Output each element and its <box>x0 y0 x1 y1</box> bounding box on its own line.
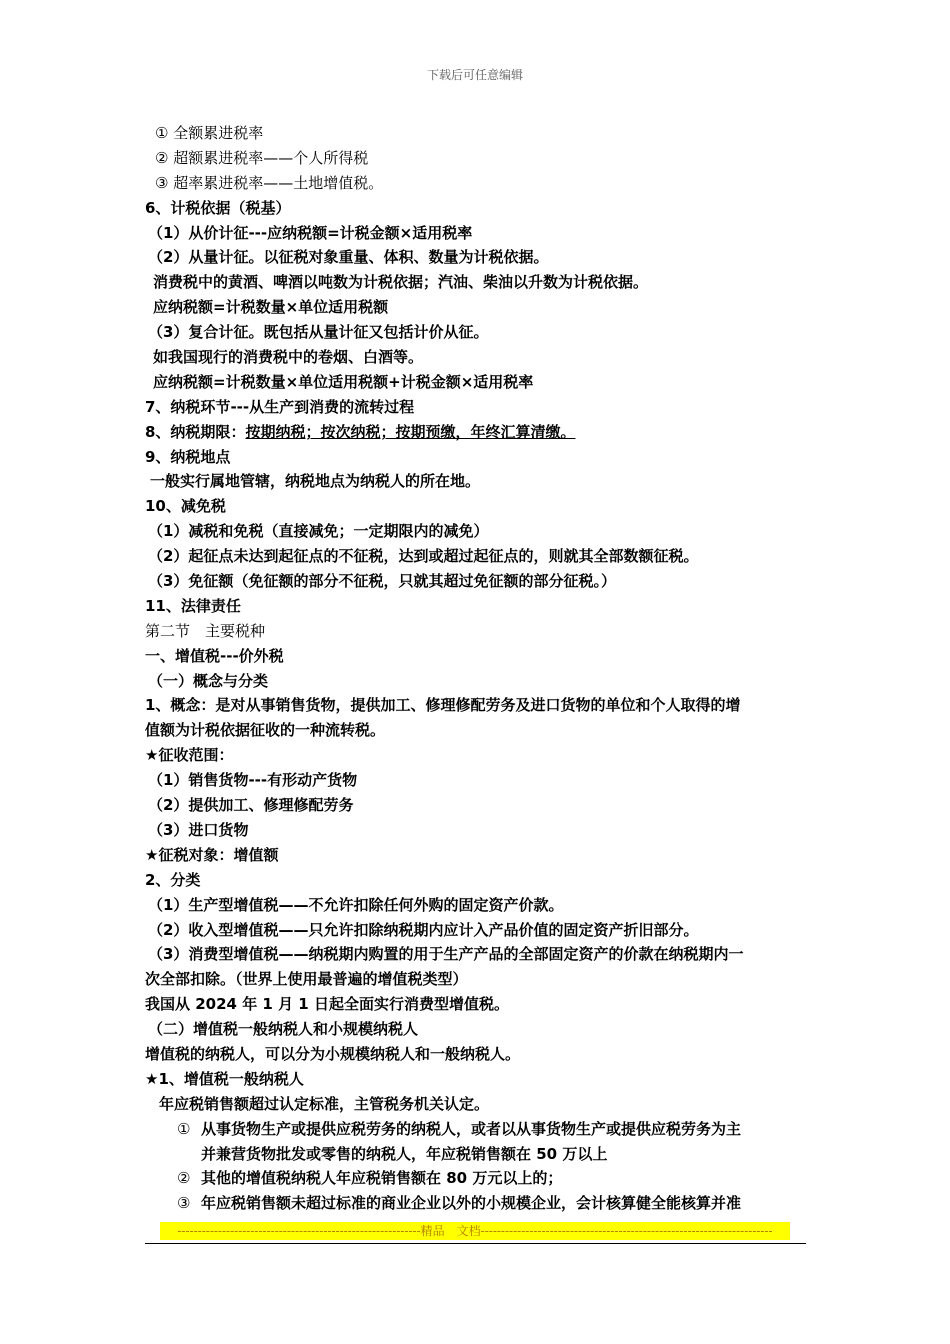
text-line: 值额为计税依据征收的一种流转税。 <box>145 721 386 740</box>
item-marker: ② <box>177 1169 191 1188</box>
text-line: 年应税销售额超过认定标准，主管税务机关认定。 <box>159 1094 490 1113</box>
text-line: （3）复合计征。既包括从量计征又包括计价从征。 <box>148 323 489 342</box>
numbered-item: ③ 年应税销售额未超过标准的商业企业以外的小规模企业，会计核算健全能核算并准 <box>145 1191 815 1216</box>
underlined-text: 按期纳税；按次纳税；按期预缴，年终汇算清缴。 <box>245 422 576 441</box>
numbered-item: ① 从事货物生产或提供应税劳务的纳税人，或者以从事货物生产或提供应税劳务为主 <box>145 1117 815 1142</box>
section-heading: 一、增值税---价外税 <box>145 646 284 665</box>
page-header: 下载后可任意编辑 <box>426 68 523 82</box>
text-line: （2）提供加工、修理修配劳务 <box>148 796 354 815</box>
text-line: 我国从 2024 年 1 月 1 日起全面实行消费型增值税。 <box>145 995 509 1014</box>
section-heading: 10、减免税 <box>145 497 226 516</box>
text-line: 次全部扣除。（世界上使用最普遍的增值税类型） <box>145 970 468 989</box>
numbered-item: ② 其他的增值税纳税人年应税销售额在 80 万元以上的； <box>145 1166 815 1191</box>
text-line: 消费税中的黄酒、啤酒以吨数为计税依据；汽油、柴油以升数为计税依据。 <box>153 273 649 292</box>
text-line: ★征税对象：增值额 <box>145 845 279 864</box>
text-line: （3）免征额（免征额的部分不征税，只就其超过免征额的部分征税。） <box>148 572 616 591</box>
text-line: ③ 超率累进税率——土地增值税。 <box>155 173 384 192</box>
formula-line: 应纳税额=计税数量×单位适用税额+计税金额×适用税率 <box>153 372 534 391</box>
sub-heading: （二）增值税一般纳税人和小规模纳税人 <box>148 1020 419 1039</box>
section-heading: 6、计税依据（税基） <box>145 198 291 217</box>
text-line: （2）收入型增值税——只允许扣除纳税期内应计入产品价值的固定资产折旧部分。 <box>148 920 699 939</box>
section-heading: 11、法律责任 <box>145 596 241 615</box>
text-line: （2）起征点未达到起征点的不征税，达到或超过起征点的，则就其全部数额征税。 <box>148 547 699 566</box>
text-line: （3）进口货物 <box>148 820 249 839</box>
text-line: （3）消费型增值税——纳税期内购置的用于生产产品的全部固定资产的价款在纳税期内一 <box>148 945 744 964</box>
section-heading: 9、纳税地点 <box>145 447 231 466</box>
text-line: 增值税的纳税人，可以分为小规模纳税人和一般纳税人。 <box>145 1044 521 1063</box>
text-line: （1）减税和免税（直接减免；一定期限内的减免） <box>148 522 489 541</box>
text-line: ① 全额累进税率 <box>155 124 264 142</box>
text-line: （1）销售货物---有形动产货物 <box>148 771 358 790</box>
numbered-item-continuation: 并兼营货物批发或零售的纳税人，年应税销售额在 50 万以上 <box>201 1144 608 1163</box>
text-line: ★征收范围： <box>145 746 234 765</box>
section-heading: 7、纳税环节---从生产到消费的流转过程 <box>145 397 415 416</box>
text-line: 一般实行属地管辖，纳税地点为纳税人的所在地。 <box>150 472 481 491</box>
footer-banner: ------------------------------------------------------------精品 文档------------------------------------------------------------------------ <box>160 1222 790 1240</box>
text-line: 如我国现行的消费税中的卷烟、白酒等。 <box>153 348 424 367</box>
document-body <box>145 121 815 1216</box>
sub-heading: （一）概念与分类 <box>148 671 269 690</box>
text-line: 1、概念：是对从事销售货物，提供加工、修理修配劳务及进口货物的单位和个人取得的增 <box>145 696 741 715</box>
text-line: （1）生产型增值税——不允许扣除任何外购的固定资产价款。 <box>148 895 564 914</box>
chapter-title: 第二节 主要税种 <box>145 621 266 640</box>
section-heading: ★1、增值税一般纳税人 <box>145 1069 304 1088</box>
text-line: （1）从价计征---应纳税额=计税金额×适用税率 <box>148 223 473 242</box>
text-line: ② 超额累进税率——个人所得税 <box>155 148 369 167</box>
text-line: （2）从量计征。以征税对象重量、体积、数量为计税依据。 <box>148 248 549 267</box>
section-heading: 8、纳税期限：按期纳税；按次纳税；按期预缴，年终汇算清缴。 <box>145 422 576 441</box>
formula-line: 应纳税额=计税数量×单位适用税额 <box>153 298 389 317</box>
footer-divider <box>145 1243 806 1244</box>
section-heading: 2、分类 <box>145 870 201 889</box>
item-marker: ③ <box>177 1194 191 1213</box>
item-marker: ① <box>177 1119 191 1138</box>
